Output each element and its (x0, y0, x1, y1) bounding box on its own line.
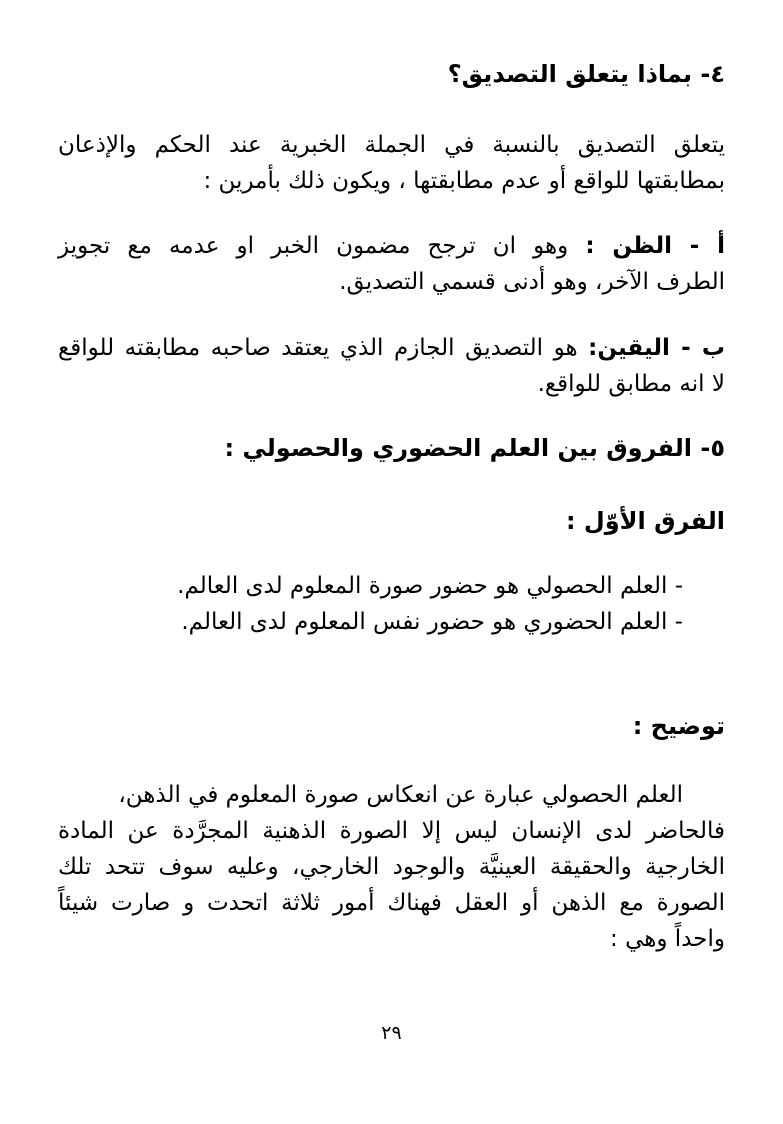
term-yaqin-label: ب - اليقين: (588, 335, 725, 361)
definition-zann (58, 228, 725, 264)
page-number: ٢٩ (381, 1022, 402, 1044)
clarification-heading: توضيح : (632, 712, 725, 740)
paragraph-line: واحداً وهي : (610, 926, 725, 952)
bullet-item: - العلم الحصولي هو حضور صورة المعلوم لدى العالم. (177, 573, 683, 599)
definition-text: هو التصديق الجازم الذي يعتقد صاحبه مطابقته للواقع (58, 335, 589, 361)
paragraph-line: فالحاضر لدى الإنسان ليس إلا الصورة الذهنية المجرَّدة عن المادة (58, 818, 725, 844)
paragraph-line: الصورة مع الذهن أو العقل فهناك أمور ثلاثة اتحدت و صارت شيئاً (58, 890, 725, 916)
paragraph-line: لا انه مطابق للواقع. (537, 371, 725, 397)
section-4-heading: ٤- بماذا يتعلق التصديق؟ (447, 60, 725, 88)
section-5-heading: ٥- الفروق بين العلم الحضوري والحصولي : (224, 434, 725, 462)
paragraph-line: بمطابقتها للواقع أو عدم مطابقتها ، ويكون ذلك بأمرين : (203, 168, 725, 194)
paragraph-line: يتعلق التصديق بالنسبة في الجملة الخبرية عند الحكم والإذعان (58, 132, 725, 158)
term-zann-label: أ - الظن : (585, 233, 725, 259)
paragraph-line: العلم الحصولي عبارة عن انعكاس صورة المعلوم في الذهن، (118, 782, 683, 808)
subheading-first-difference: الفرق الأوّل : (565, 507, 725, 535)
paragraph-line: الطرف الآخر، وهو أدنى قسمي التصديق. (339, 269, 725, 295)
definition-yaqin (58, 330, 725, 366)
definition-text: وهو ان ترجح مضمون الخبر او عدمه مع تجويز (58, 233, 586, 259)
paragraph-line: الخارجية والحقيقة العينيَّة والوجود الخارجي، وعليه سوف تتحد تلك (58, 854, 725, 880)
bullet-item: - العلم الحضوري هو حضور نفس المعلوم لدى العالم. (181, 609, 683, 635)
